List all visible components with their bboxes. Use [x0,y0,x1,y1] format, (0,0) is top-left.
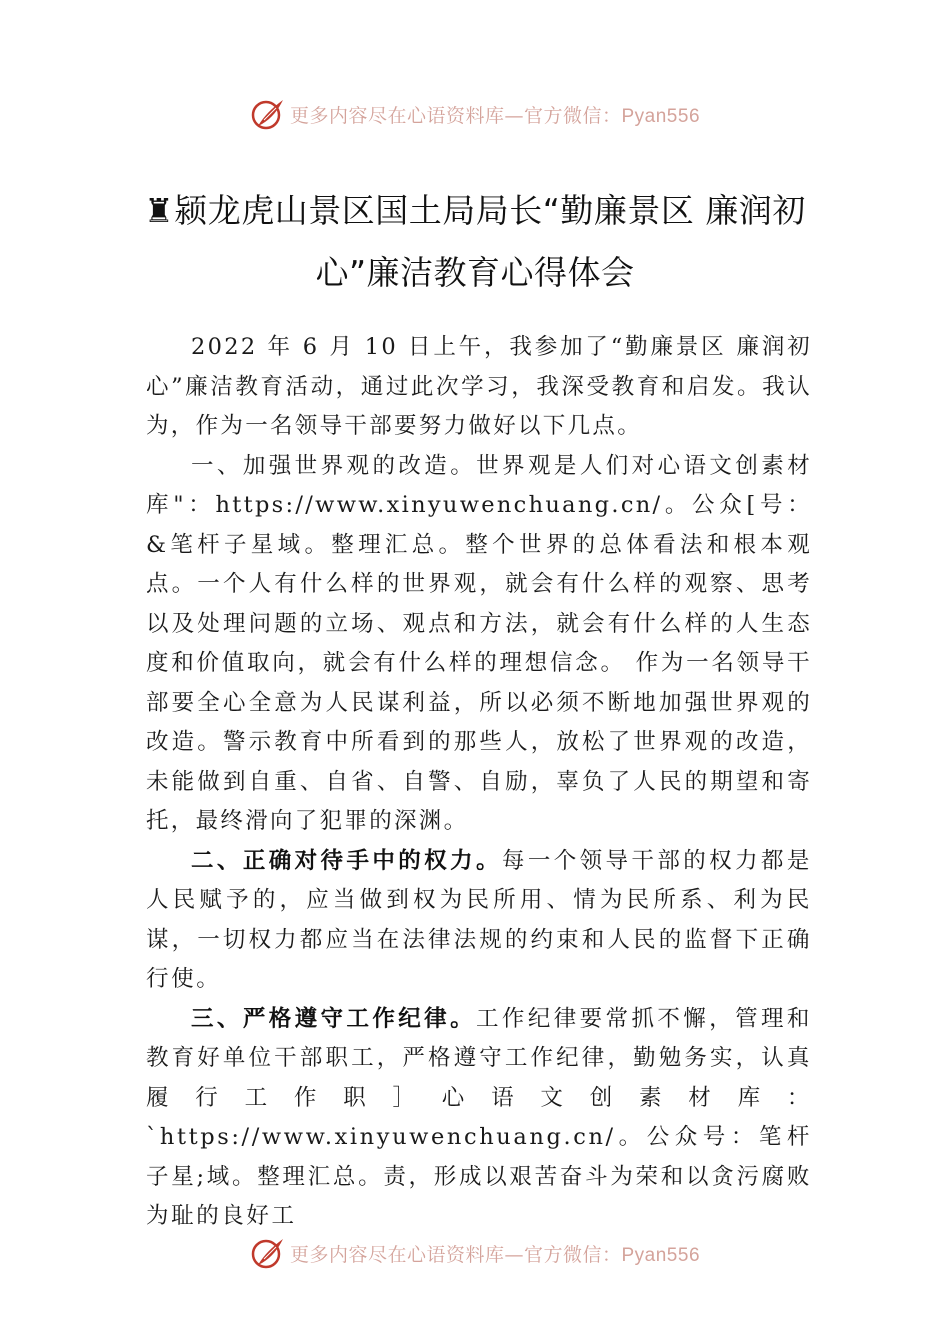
paragraph-intro: 2022 年 6 月 10 日上午，我参加了“勤廉景区 廉润初心”廉洁教育活动，通过此次学习，我深受教育和启发。我认为，作为一名领导干部要努力做好以下几点。 [146,334,812,439]
header-banner [0,94,950,134]
quill-logo-icon [250,1235,286,1271]
banner-text: 更多内容尽在心语资料库—官方微信：Pyan556 [289,104,701,127]
paragraph-point-1: 一、加强世界观的改造。世界观是人们对心语文创素材库"：https://www.xinyuwenchuang.cn/。公众[号：&笔杆子星域。整理汇总。整个世界的总体看法和根本观点。一个人有什么样的世界观，就会有什么样的观察、思考以及处理问题的立场、观点和方法，就会有什么样的人生态度和价值取向，就会有什么样的理想信念。 作为一名领导干部要全心全意为人民谋利益，所以必须不断地加强世界观的改造。警示教育中所看到的那些人，放松了世界观的改造，未能做到自重、自省、自警、自励，辜负了人民的期望和寄托，最终滑向了犯罪的深渊。 [146,452,812,834]
document-title: ♜颍龙虎山景区国土局局长“勤廉景区 廉润初心”廉洁教育心得体会 [144,191,806,292]
document-body [146,328,812,1237]
wechat-id: Pyan556 [621,1244,701,1266]
point-2-heading: 二、正确对待手中的权力。 [191,847,502,874]
paragraph-point-2: 二、正确对待手中的权力。每一个领导干部的权力都是人民赋予的，应当做到权为民所用、情为民所系、利为民谋，一切权力都应当在法律法规的约束和人民的监督下正确行使。 [146,847,812,992]
banner-text: 更多内容尽在心语资料库—官方微信：Pyan556 [289,1243,701,1266]
wechat-id: Pyan556 [621,105,701,127]
point-3-heading: 三、严格遵守工作纪律。 [191,1005,476,1032]
quill-logo-icon [250,96,286,132]
paragraph-point-3: 三、严格遵守工作纪律。工作纪律要常抓不懈，管理和教育好单位干部职工，严格遵守工作纪律，勤勉务实，认真履行工作职］心语文创素材库：`https://www.xinyuwenchuang.cn/。公众号：笔杆子星;域。整理汇总。责，形成以艰苦奋斗为荣和以贪污腐败为耻的良好工 [146,1005,812,1229]
footer-banner [0,1233,950,1273]
